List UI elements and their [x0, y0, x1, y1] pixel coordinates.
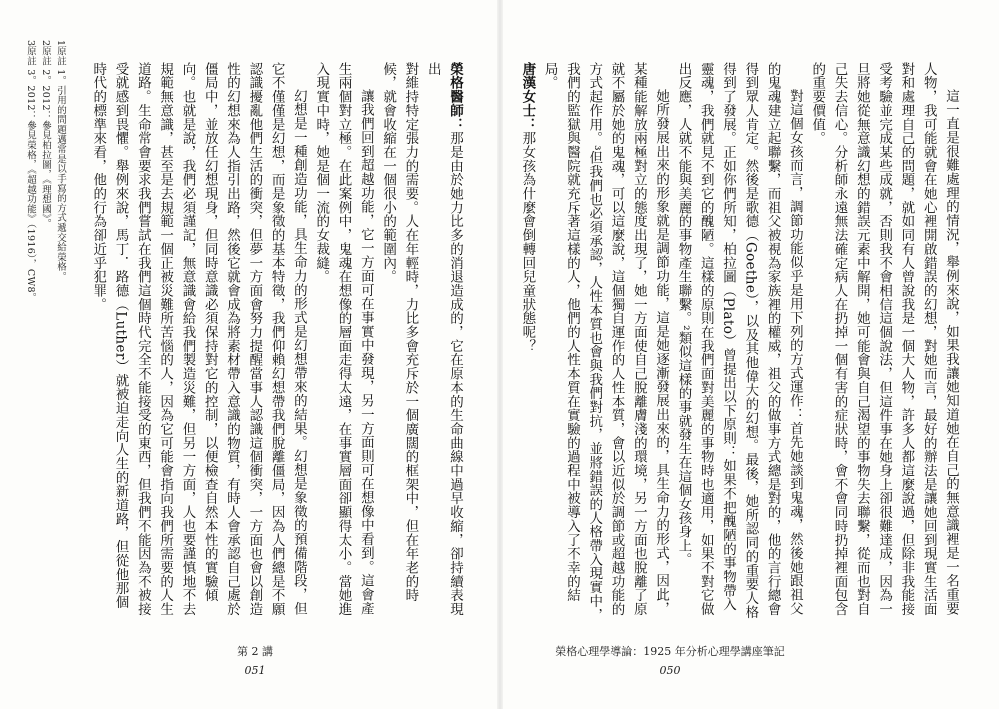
paragraph: 對這個女孩而言，調節功能似乎是用下列的方式運作：首先她談到鬼魂，然後她跟祖父的鬼魂建立起聯繫，而祖父被視為家族裡的權威，祖父的做事方式總是對的，他的言行總會得到眾人肯定。然後是歌德（Goethe），以及其他偉大的幻想。最後，她所認同的重要人格得到了發展。正如你們所知，柏拉圖（Plato）曾提出以下原則：如果不把醜陋的事物帶入靈魂，我們就見不到它的醜陋。這樣的原則在我們面對美麗的事物時也適用，如果不對它做出反應，人就不能與美麗的事物產生聯繫。²類似這樣的事就發生在這個女孩身上。 [675, 62, 803, 619]
paragraph: 她所發展出來的形象就是調節功能，這是她逐漸發展出來的，具生命力的形式，因此，某種能解放兩極對立的態度出現了，她一方面使自己脫離膚淺的環境，另一方面也脫離了原就不屬於她的鬼魂，可以這麼說，這個獨自運作的人性本質，會以近似於調節或超越功能的方式起作用。³但我們也必須承認，人性本質也會與我們對抗，並將錯誤的人格帶入現實中，我們的監獄與醫院就充斥著這樣的人，他們的人性本質在實驗的過程中被導入了不幸的結局。 [541, 62, 670, 622]
speaker-paragraph-jung [421, 62, 466, 622]
running-head: 第 2 講 [237, 645, 273, 658]
paragraph: 對維持特定張力的需要。人在年輕時，力比多會充斥於一個廣闊的框架中，但在年老的時候，就會收縮在一個很小的範圍內。 [380, 62, 419, 603]
paragraph: 這一直是很難處理的情況，舉例來說，如果我讓她知道她在自己的無意識裡是一名重要人物，我可能就會在她心裡開啟錯誤的幻想，對她而言，最好的辦法是讓她回到現實生活面對和處理自己的問題，就如同有人曾說我是一個大人物，許多人都這麼說過，但除非我能接受考驗並完成某些成就，否則我不會相信這個說法，但這件事在她身上卻很難達成，因為一旦將她從無意識幻想的錯誤元素中解開，她可能會與自己渴望的事物失去聯繫，從而也對自己失去信心。分析師永遠無法確定病人在扔掉一個有害的症狀時，會不會同時扔掉裡面包含的重要價值。 [809, 62, 959, 616]
right-page [500, 0, 999, 709]
speaker-text: 那是由於她力比多的消退造成的，它在原本的生命曲線中過早收縮，卻持續表現出 [424, 62, 463, 616]
left-body-text [90, 62, 466, 622]
page-number: 051 [244, 664, 266, 677]
speaker-label: 唐漢女士： [519, 62, 536, 132]
footnote: 1原註 1。引用的問題邁常是以手寫的方式遞交給榮格。 [55, 40, 66, 282]
paragraph: 讓我們回到超越功能，它一方面可在事實中發現，另一方面則可在想像中看到。這會產生兩個對立極。在此案例中，鬼魂在想像的層面走得太遠，在事實層面卻顯得太小。當她進入現實中時，她是個一流的女裁縫。 [313, 62, 374, 616]
paragraph: 幻想是一種創造功能，具生命力的形式是幻想帶來的結果。幻想是象徵的預備階段，但它不僅僅是幻想，而是象徵的基本特徵，我們仰賴幻想帶我們脫離僵局，因為人們總是不願認識擾亂他們生活的衝突，但夢一方面會努力提醒當事人認識這個衝突，一方面也會以創造性的幻想來為人指引出路，然後它就會成為將素材帶入意識的物質，有時人會承認自己處於僵局中，並放任幻想現身，但同時意識必須保持對它的控制，以便檢查自然本性的實驗傾向。也就是說，我們必須謹記，無意識會給我們製造災難，但另一方面，人也要謹慎地不去規範無意識，甚至是去規範一個正被災難所苦惱的人，因為它可能會指向我們所需要的人生道路。生命常會要求我們嘗試在我們這個時代完全不能接受的東西，但我們不能因為不被接受就感到畏懼。舉例來說，馬丁．路德（Luther）就被迫走向人生的新道路，但從他那個時代的標準來看，他的行為卻近乎犯罪。 [90, 62, 307, 616]
speaker-text: 那女孩為什麼會倒轉回兒童狀態呢？ [519, 131, 536, 353]
speaker-label: 榮格醫師： [447, 62, 463, 132]
footnotes [18, 40, 68, 370]
running-head: 榮格心理學導論：1925 年分析心理學講座筆記 [555, 645, 785, 658]
speaker-paragraph-question [516, 62, 538, 622]
right-body-text [519, 62, 962, 622]
footnote: 3原註 3。2012：參見榮格，《超越功能》（1916），CW8。 [25, 40, 36, 303]
footnote: 2原註 2。2012：參見柏拉圖，《理想國》。 [40, 40, 51, 229]
page-number: 050 [659, 664, 681, 677]
